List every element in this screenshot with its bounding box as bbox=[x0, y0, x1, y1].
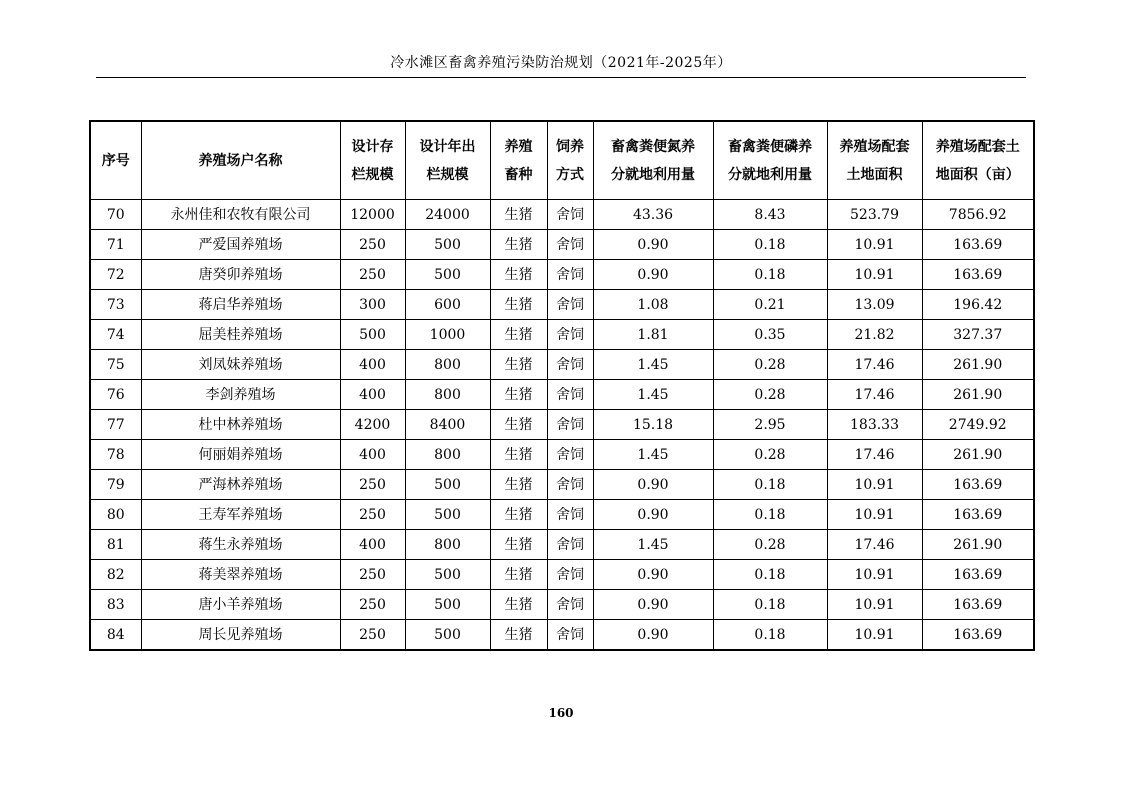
table-cell: 79 bbox=[90, 470, 141, 500]
table-cell: 生猪 bbox=[490, 200, 547, 230]
table-cell: 永州佳和农牧有限公司 bbox=[141, 200, 340, 230]
table-cell: 舍饲 bbox=[547, 350, 593, 380]
table-cell: 舍饲 bbox=[547, 320, 593, 350]
table-cell: 1.45 bbox=[593, 380, 713, 410]
table-cell: 0.90 bbox=[593, 500, 713, 530]
table-cell: 400 bbox=[340, 440, 405, 470]
table-cell: 0.28 bbox=[713, 440, 827, 470]
table-cell: 舍饲 bbox=[547, 410, 593, 440]
table-cell: 蒋生永养殖场 bbox=[141, 530, 340, 560]
table-cell: 唐小羊养殖场 bbox=[141, 590, 340, 620]
table-cell: 500 bbox=[405, 260, 490, 290]
table-cell: 0.18 bbox=[713, 230, 827, 260]
table-cell: 500 bbox=[340, 320, 405, 350]
table-cell: 17.46 bbox=[827, 380, 922, 410]
table-cell: 生猪 bbox=[490, 560, 547, 590]
table-cell: 0.18 bbox=[713, 560, 827, 590]
table-cell: 0.21 bbox=[713, 290, 827, 320]
table-cell: 严海林养殖场 bbox=[141, 470, 340, 500]
table-cell: 2749.92 bbox=[922, 410, 1034, 440]
table-cell: 舍饲 bbox=[547, 230, 593, 260]
table-cell: 82 bbox=[90, 560, 141, 590]
col-header-phosphorus-use: 畜禽粪便磷养 分就地利用量 bbox=[713, 121, 827, 200]
table-cell: 163.69 bbox=[922, 260, 1034, 290]
col-header-annual-output: 设计年出 栏规模 bbox=[405, 121, 490, 200]
col-header-design-stock: 设计存 栏规模 bbox=[340, 121, 405, 200]
table-cell: 17.46 bbox=[827, 440, 922, 470]
table-cell: 舍饲 bbox=[547, 620, 593, 651]
table-cell: 500 bbox=[405, 470, 490, 500]
table-cell: 76 bbox=[90, 380, 141, 410]
table-row bbox=[90, 620, 1034, 651]
table-cell: 163.69 bbox=[922, 470, 1034, 500]
table-cell: 1000 bbox=[405, 320, 490, 350]
table-cell: 800 bbox=[405, 350, 490, 380]
table-cell: 83 bbox=[90, 590, 141, 620]
farm-data-table bbox=[89, 120, 1035, 651]
table-cell: 蒋启华养殖场 bbox=[141, 290, 340, 320]
table-cell: 261.90 bbox=[922, 380, 1034, 410]
table-cell: 舍饲 bbox=[547, 470, 593, 500]
table-cell: 0.28 bbox=[713, 380, 827, 410]
col-header-index: 序号 bbox=[90, 121, 141, 200]
table-cell: 舍饲 bbox=[547, 560, 593, 590]
table-cell: 250 bbox=[340, 230, 405, 260]
table-cell: 舍饲 bbox=[547, 590, 593, 620]
page-number: 160 bbox=[548, 706, 574, 720]
table-cell: 杜中林养殖场 bbox=[141, 410, 340, 440]
table-cell: 10.91 bbox=[827, 500, 922, 530]
table-row bbox=[90, 380, 1034, 410]
table-cell: 1.45 bbox=[593, 530, 713, 560]
table-cell: 生猪 bbox=[490, 260, 547, 290]
table-cell: 0.90 bbox=[593, 470, 713, 500]
table-cell: 舍饲 bbox=[547, 440, 593, 470]
table-cell: 10.91 bbox=[827, 470, 922, 500]
table-cell: 183.33 bbox=[827, 410, 922, 440]
table-cell: 1.08 bbox=[593, 290, 713, 320]
table-cell: 0.90 bbox=[593, 260, 713, 290]
table-cell: 17.46 bbox=[827, 350, 922, 380]
table-cell: 400 bbox=[340, 380, 405, 410]
table-cell: 400 bbox=[340, 350, 405, 380]
table-cell: 73 bbox=[90, 290, 141, 320]
table-cell: 何丽娟养殖场 bbox=[141, 440, 340, 470]
table-row bbox=[90, 530, 1034, 560]
table-cell: 0.35 bbox=[713, 320, 827, 350]
table-cell: 500 bbox=[405, 230, 490, 260]
table-cell: 刘凤妹养殖场 bbox=[141, 350, 340, 380]
table-cell: 261.90 bbox=[922, 530, 1034, 560]
table-cell: 250 bbox=[340, 470, 405, 500]
table-row bbox=[90, 290, 1034, 320]
table-cell: 生猪 bbox=[490, 530, 547, 560]
table-row bbox=[90, 500, 1034, 530]
table-cell: 屈美桂养殖场 bbox=[141, 320, 340, 350]
table-cell: 生猪 bbox=[490, 620, 547, 651]
table-cell: 10.91 bbox=[827, 230, 922, 260]
table-cell: 500 bbox=[405, 560, 490, 590]
table-cell: 0.18 bbox=[713, 260, 827, 290]
table-cell: 81 bbox=[90, 530, 141, 560]
table-cell: 1.45 bbox=[593, 440, 713, 470]
col-header-land-area: 养殖场配套 土地面积 bbox=[827, 121, 922, 200]
table-cell: 163.69 bbox=[922, 230, 1034, 260]
table-cell: 生猪 bbox=[490, 320, 547, 350]
table-row bbox=[90, 320, 1034, 350]
table-cell: 261.90 bbox=[922, 440, 1034, 470]
table-cell: 163.69 bbox=[922, 590, 1034, 620]
table-cell: 生猪 bbox=[490, 590, 547, 620]
table-cell: 王寿军养殖场 bbox=[141, 500, 340, 530]
table-cell: 舍饲 bbox=[547, 380, 593, 410]
table-cell: 0.18 bbox=[713, 470, 827, 500]
table-cell: 生猪 bbox=[490, 230, 547, 260]
table-cell: 250 bbox=[340, 260, 405, 290]
table-row bbox=[90, 230, 1034, 260]
table-cell: 唐癸卯养殖场 bbox=[141, 260, 340, 290]
table-cell: 261.90 bbox=[922, 350, 1034, 380]
table-cell: 70 bbox=[90, 200, 141, 230]
table-cell: 17.46 bbox=[827, 530, 922, 560]
table-cell: 0.28 bbox=[713, 350, 827, 380]
table-cell: 0.90 bbox=[593, 620, 713, 651]
table-cell: 舍饲 bbox=[547, 200, 593, 230]
table-cell: 7856.92 bbox=[922, 200, 1034, 230]
table-cell: 78 bbox=[90, 440, 141, 470]
table-cell: 163.69 bbox=[922, 620, 1034, 651]
table-cell: 生猪 bbox=[490, 410, 547, 440]
table-row bbox=[90, 410, 1034, 440]
table-cell: 12000 bbox=[340, 200, 405, 230]
col-header-farm-name: 养殖场户名称 bbox=[141, 121, 340, 200]
table-cell: 77 bbox=[90, 410, 141, 440]
table-cell: 21.82 bbox=[827, 320, 922, 350]
table-cell: 10.91 bbox=[827, 590, 922, 620]
col-header-feeding-method: 饲养 方式 bbox=[547, 121, 593, 200]
table-cell: 0.18 bbox=[713, 500, 827, 530]
table-row bbox=[90, 260, 1034, 290]
table-cell: 生猪 bbox=[490, 290, 547, 320]
table-cell: 523.79 bbox=[827, 200, 922, 230]
table-cell: 8.43 bbox=[713, 200, 827, 230]
table-cell: 0.18 bbox=[713, 620, 827, 651]
table-row bbox=[90, 590, 1034, 620]
table-cell: 800 bbox=[405, 380, 490, 410]
col-header-nitrogen-use: 畜禽粪便氮养 分就地利用量 bbox=[593, 121, 713, 200]
table-cell: 1.81 bbox=[593, 320, 713, 350]
table-cell: 0.90 bbox=[593, 560, 713, 590]
table-cell: 13.09 bbox=[827, 290, 922, 320]
table-cell: 2.95 bbox=[713, 410, 827, 440]
table-cell: 71 bbox=[90, 230, 141, 260]
table-cell: 李剑养殖场 bbox=[141, 380, 340, 410]
table-cell: 500 bbox=[405, 620, 490, 651]
table-cell: 周长见养殖场 bbox=[141, 620, 340, 651]
table-cell: 生猪 bbox=[490, 380, 547, 410]
table-cell: 43.36 bbox=[593, 200, 713, 230]
table-cell: 8400 bbox=[405, 410, 490, 440]
table-cell: 163.69 bbox=[922, 560, 1034, 590]
table-row bbox=[90, 470, 1034, 500]
table-cell: 400 bbox=[340, 530, 405, 560]
table-body bbox=[90, 200, 1034, 651]
table-cell: 250 bbox=[340, 620, 405, 651]
table-cell: 300 bbox=[340, 290, 405, 320]
table-row bbox=[90, 200, 1034, 230]
table-row bbox=[90, 350, 1034, 380]
table-cell: 生猪 bbox=[490, 470, 547, 500]
table-cell: 250 bbox=[340, 500, 405, 530]
table-cell: 0.90 bbox=[593, 590, 713, 620]
table-row bbox=[90, 440, 1034, 470]
table-cell: 250 bbox=[340, 590, 405, 620]
table-cell: 0.90 bbox=[593, 230, 713, 260]
table-cell: 10.91 bbox=[827, 260, 922, 290]
table-cell: 72 bbox=[90, 260, 141, 290]
table-cell: 生猪 bbox=[490, 500, 547, 530]
table-cell: 600 bbox=[405, 290, 490, 320]
table-cell: 0.28 bbox=[713, 530, 827, 560]
table-cell: 196.42 bbox=[922, 290, 1034, 320]
table-cell: 250 bbox=[340, 560, 405, 590]
table-cell: 舍饲 bbox=[547, 290, 593, 320]
table-cell: 生猪 bbox=[490, 440, 547, 470]
table-cell: 800 bbox=[405, 440, 490, 470]
col-header-species: 养殖 畜种 bbox=[490, 121, 547, 200]
page-header-title: 冷水滩区畜禽养殖污染防治规划（2021年-2025年） bbox=[390, 55, 732, 71]
table-cell: 15.18 bbox=[593, 410, 713, 440]
table-cell: 800 bbox=[405, 530, 490, 560]
table-cell: 500 bbox=[405, 500, 490, 530]
table-cell: 24000 bbox=[405, 200, 490, 230]
table-cell: 84 bbox=[90, 620, 141, 651]
header-rule bbox=[96, 77, 1026, 78]
table-cell: 75 bbox=[90, 350, 141, 380]
table-cell: 1.45 bbox=[593, 350, 713, 380]
table-cell: 4200 bbox=[340, 410, 405, 440]
table-cell: 163.69 bbox=[922, 500, 1034, 530]
table-cell: 10.91 bbox=[827, 560, 922, 590]
table-cell: 舍饲 bbox=[547, 530, 593, 560]
table-cell: 327.37 bbox=[922, 320, 1034, 350]
table-cell: 500 bbox=[405, 590, 490, 620]
table-cell: 严爱国养殖场 bbox=[141, 230, 340, 260]
table-header-row bbox=[90, 121, 1034, 200]
table-cell: 蒋美翠养殖场 bbox=[141, 560, 340, 590]
table-row bbox=[90, 560, 1034, 590]
table-cell: 10.91 bbox=[827, 620, 922, 651]
table-cell: 74 bbox=[90, 320, 141, 350]
table-cell: 0.18 bbox=[713, 590, 827, 620]
col-header-land-area-mu: 养殖场配套土 地面积（亩） bbox=[922, 121, 1034, 200]
table-cell: 生猪 bbox=[490, 350, 547, 380]
table-cell: 舍饲 bbox=[547, 500, 593, 530]
table-cell: 舍饲 bbox=[547, 260, 593, 290]
table-cell: 80 bbox=[90, 500, 141, 530]
